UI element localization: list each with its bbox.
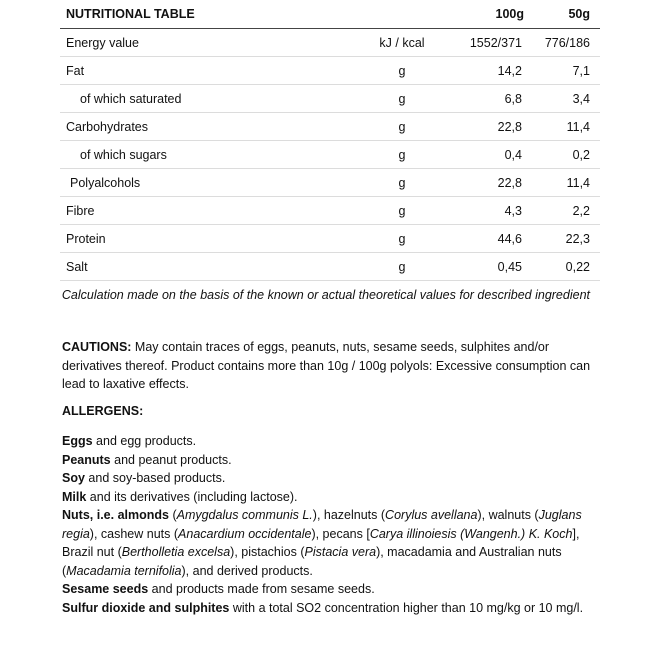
- allergen-label: Sulfur dioxide and sulphites: [62, 600, 230, 615]
- cautions-paragraph: [62, 338, 592, 394]
- allergen-text: ], Brazil nut (: [62, 526, 580, 559]
- value-per-50g: 0,22: [565, 259, 590, 274]
- allergen-peanuts: [62, 451, 602, 470]
- value-per-100g: 6,8: [504, 91, 522, 106]
- value-per-100g: 0,45: [497, 259, 522, 274]
- allergen-text: with a total SO2 concentration higher than 10 mg/kg or 10 mg/l.: [229, 600, 584, 615]
- value-per-100g: 22,8: [497, 175, 522, 190]
- table-row-fat: [60, 57, 600, 85]
- table-row-sugars: [60, 141, 600, 169]
- allergen-text: and its derivatives (including lactose).: [86, 489, 298, 504]
- value-per-50g: 7,1: [572, 63, 590, 78]
- nutrient-unit: kJ / kcal: [379, 35, 425, 50]
- column-header-50g: 50g: [568, 7, 590, 21]
- nutrient-unit: g: [398, 175, 406, 190]
- allergen-text: and soy-based products.: [84, 471, 226, 485]
- nutrient-unit: g: [398, 119, 406, 134]
- allergen-text: and products made from sesame seeds.: [148, 582, 375, 596]
- allergen-eggs: [62, 432, 602, 451]
- nutrition-table: [60, 0, 600, 281]
- latin-name: Juglans regia: [62, 508, 582, 541]
- value-per-100g: 4,3: [504, 203, 522, 218]
- cautions-text: May contain traces of eggs, peanuts, nuts, sesame seeds, sulphites and/or derivatives thereof. Product contains more than 10g / 100g polyols: Excessive consumption can lead to laxative effects.: [62, 340, 591, 391]
- value-per-100g: 0,4: [504, 147, 522, 162]
- allergen-label: Sesame seeds: [62, 582, 149, 596]
- allergen-text: ), macadamia and Australian nuts (: [62, 545, 562, 578]
- allergens-list: [62, 432, 602, 617]
- value-per-50g: 11,4: [566, 119, 590, 134]
- column-header-100g: 100g: [495, 7, 524, 21]
- allergen-text: ), pecans [: [311, 526, 370, 541]
- nutrient-name: Fibre: [66, 203, 95, 218]
- nutrient-name: Fat: [66, 63, 85, 78]
- allergen-sesame: [62, 580, 602, 599]
- allergen-soy: [62, 469, 602, 488]
- nutrient-name: of which sugars: [80, 147, 167, 162]
- table-row-protein: [60, 225, 600, 253]
- latin-name: Anacardium occidentale: [178, 526, 312, 541]
- allergen-label: Peanuts: [62, 452, 111, 467]
- value-per-50g: 11,4: [566, 175, 590, 190]
- allergen-label: Eggs: [62, 434, 93, 448]
- nutrient-name: of which saturated: [80, 91, 182, 106]
- value-per-50g: 22,3: [565, 231, 590, 246]
- table-row-saturated: [60, 85, 600, 113]
- table-row-carbohydrates: [60, 113, 600, 141]
- latin-name: Pistacia vera: [304, 545, 377, 559]
- nutrient-name: Energy value: [66, 35, 139, 50]
- nutrient-name: Protein: [66, 231, 106, 246]
- nutrient-unit: g: [398, 63, 406, 78]
- allergen-label: Soy: [62, 471, 85, 485]
- allergen-milk: [62, 488, 602, 507]
- value-per-100g: 22,8: [497, 119, 522, 134]
- value-per-50g: 2,2: [572, 203, 590, 218]
- table-title: NUTRITIONAL TABLE: [66, 7, 195, 21]
- nutrient-name: Carbohydrates: [66, 119, 148, 134]
- allergen-label: Nuts, i.e. almonds: [62, 508, 169, 522]
- latin-name: Corylus avellana: [385, 508, 478, 522]
- nutrient-unit: g: [398, 259, 406, 274]
- allergens-heading: ALLERGENS:: [62, 404, 144, 418]
- table-row-energy: [60, 29, 600, 57]
- nutrient-name: Polyalcohols: [70, 175, 141, 190]
- allergen-text: and peanut products.: [110, 452, 232, 467]
- nutrient-unit: g: [398, 231, 406, 246]
- latin-name: Macadamia ternifolia: [66, 563, 182, 578]
- allergen-text: and egg products.: [92, 434, 197, 448]
- allergen-nuts: [62, 506, 602, 580]
- value-per-50g: 3,4: [572, 91, 590, 106]
- nutrient-unit: g: [398, 147, 406, 162]
- table-row-fibre: [60, 197, 600, 225]
- value-per-100g: 14,2: [497, 63, 522, 78]
- allergen-text: ), walnuts (: [477, 508, 539, 522]
- value-per-100g: 1552/371: [469, 35, 522, 50]
- table-header-row: [60, 0, 600, 29]
- allergen-sulfur: [62, 599, 602, 618]
- latin-name: Amygdalus communis L.: [176, 508, 313, 522]
- cautions-label: CAUTIONS:: [62, 340, 132, 354]
- allergen-text: ), cashew nuts (: [89, 526, 179, 541]
- nutrient-name: Salt: [66, 259, 88, 274]
- allergen-text: (: [168, 508, 177, 522]
- value-per-100g: 44,6: [497, 231, 522, 246]
- latin-name: Carya illinoiesis (Wangenh.) K. Koch: [369, 526, 573, 541]
- allergen-text: ), hazelnuts (: [312, 508, 386, 522]
- allergen-label: Milk: [62, 489, 87, 504]
- table-row-polyalcohols: [60, 169, 600, 197]
- table-row-salt: [60, 253, 600, 281]
- nutrient-unit: g: [398, 91, 406, 106]
- latin-name: Bertholletia excelsa: [121, 545, 231, 559]
- nutrient-unit: g: [398, 203, 406, 218]
- allergen-text: ), pistachios (: [230, 545, 305, 559]
- calculation-note: Calculation made on the basis of the known or actual theoretical values for described ingredient: [61, 288, 590, 302]
- value-per-50g: 0,2: [572, 147, 590, 162]
- allergen-text: ), and derived products.: [181, 563, 313, 578]
- value-per-50g: 776/186: [544, 35, 590, 50]
